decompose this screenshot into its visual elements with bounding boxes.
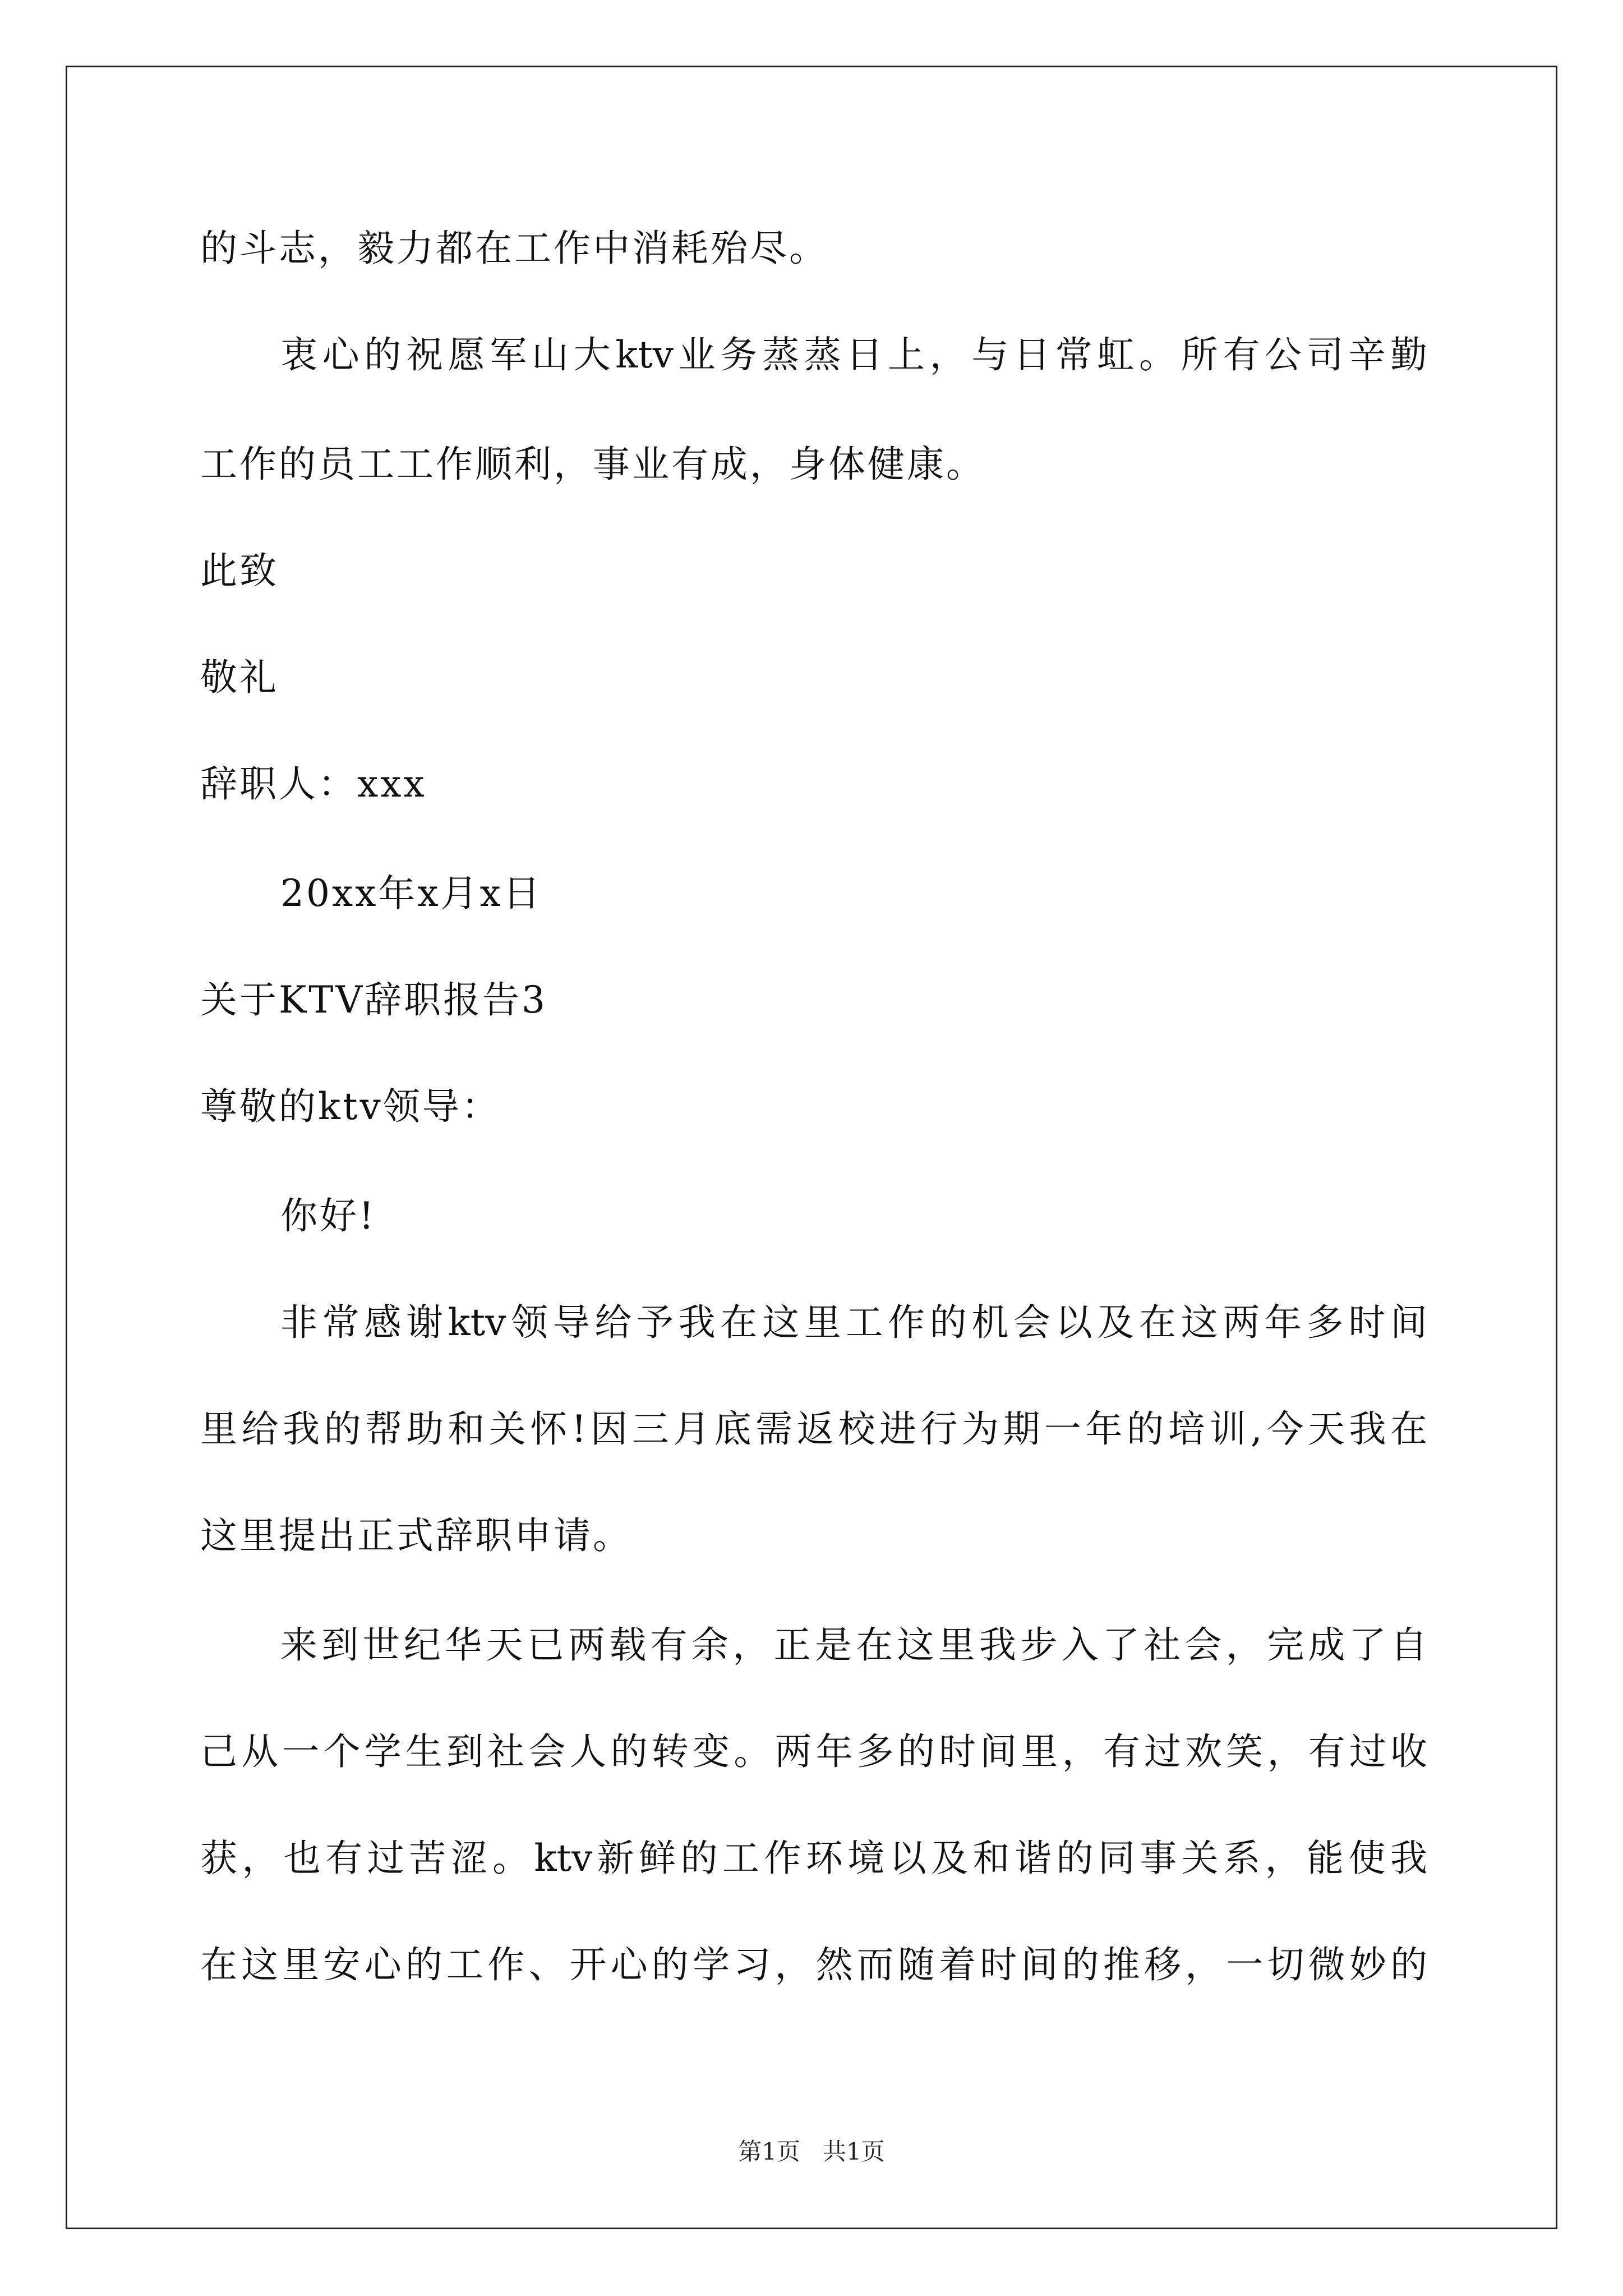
- body-line: 衷心的祝愿军山大ktv业务蒸蒸日上，与日常虹。所有公司辛勤: [280, 333, 1427, 376]
- body-line: 在这里安心的工作、开心的学习，然而随着时间的推移，一切微妙的: [200, 1943, 1427, 1986]
- body-line: 工作的员工工作顺利，事业有成，身体健康。: [200, 443, 985, 486]
- greeting: 尊敬的ktv领导：: [200, 1085, 501, 1128]
- closing-salutation: 此致: [200, 549, 279, 592]
- body-line: 来到世纪华天已两载有余，正是在这里我步入了社会，完成了自: [280, 1623, 1427, 1667]
- body-line: 的斗志，毅力都在工作中消耗殆尽。: [200, 227, 828, 270]
- salutation: 你好!: [280, 1194, 376, 1237]
- body-line: 里给我的帮助和关怀!因三月底需返校进行为期一年的培训,今天我在: [200, 1407, 1427, 1451]
- body-line: 己从一个学生到社会人的转变。两年多的时间里，有过欢笑，有过收: [200, 1730, 1427, 1773]
- signatory: 辞职人：xxx: [200, 762, 427, 806]
- body-line: 非常感谢ktv领导给予我在这里工作的机会以及在这两年多时间: [280, 1301, 1427, 1344]
- date-line: 20xx年x月x日: [280, 872, 542, 915]
- page-border: [66, 66, 1557, 2229]
- section-title: 关于KTV辞职报告3: [200, 978, 547, 1022]
- closing-regards: 敬礼: [200, 656, 279, 699]
- page-number: 第1页 共1页: [738, 2138, 885, 2165]
- body-line: 获，也有过苦涩。ktv新鲜的工作环境以及和谐的同事关系，能使我: [200, 1837, 1427, 1880]
- body-line: 这里提出正式辞职申请。: [200, 1514, 632, 1557]
